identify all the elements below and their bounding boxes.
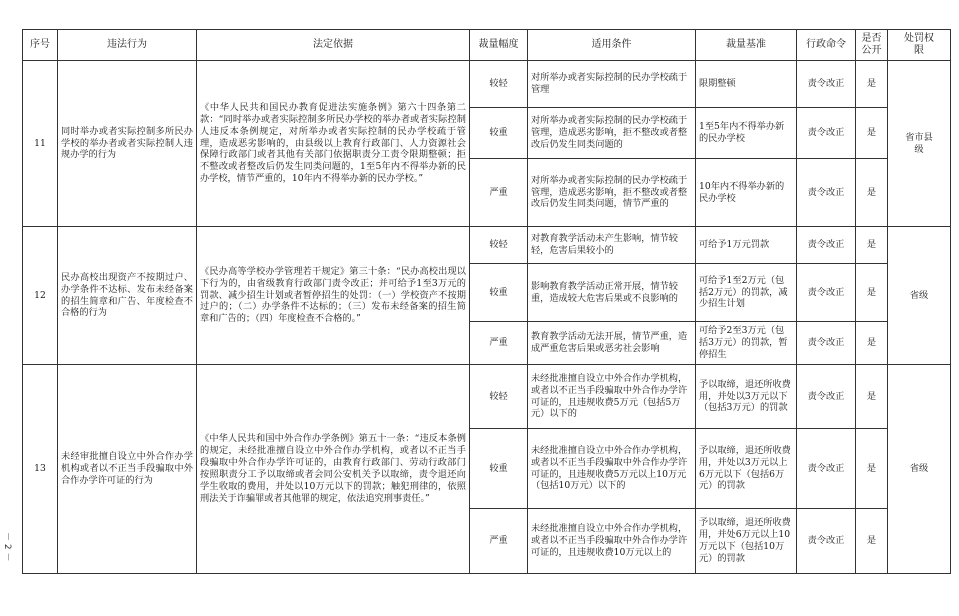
- header-range: 裁量幅度: [470, 30, 528, 61]
- level-standard: 1至5年内不得举办新的民办学校: [696, 108, 797, 159]
- level-range: 严重: [470, 509, 528, 574]
- level-order: 责令改正: [797, 264, 856, 322]
- level-order: 责令改正: [797, 227, 856, 264]
- level-order: 责令改正: [797, 429, 856, 509]
- level-condition: 对所举办或者实际控制的民办学校疏于管理，造成恶劣影响，拒不整改或者整改后仍发生同类问题，情节严重的: [528, 159, 696, 227]
- level-range: 较重: [470, 264, 528, 322]
- level-condition: 影响教育教学活动正常开展，情节较重，造成较大危害后果或不良影响的: [528, 264, 696, 322]
- level-range: 严重: [470, 322, 528, 365]
- level-standard: 10年内不得举办新的民办学校: [696, 159, 797, 227]
- row-act: 民办高校出现资产不按期过户、办学条件不达标、发布未经备案的招生简章和广告、年度检查不合格的行为: [58, 227, 197, 365]
- level-condition: 对教育教学活动未产生影响，情节较轻，危害后果较小的: [528, 227, 696, 264]
- level-order: 责令改正: [797, 159, 856, 227]
- row-basis: 《民办高等学校办学管理若干规定》第三十条：“民办高校出现以下行为的，由省级教育行政部门责令改正；并可给予1至3万元的罚款、减少招生计划或者暂停招生的处罚：（一）学校资产不按期过户的；（二）办学条件不达标的；（三）发布未经备案的招生简章和广告的；（四）年度检查不合格的。”: [197, 227, 470, 365]
- header-act: 违法行为: [58, 30, 197, 61]
- row-authority: 省级: [888, 227, 951, 365]
- level-order: 责令改正: [797, 509, 856, 574]
- level-standard: 予以取缔，退还所收费用，并处以3万元以下（包括3万元）的罚款: [696, 365, 797, 429]
- level-condition: 对所举办或者实际控制的民办学校疏于管理: [528, 61, 696, 108]
- level-standard: 限期整顿: [696, 61, 797, 108]
- level-public: 是: [856, 429, 888, 509]
- level-range: 严重: [470, 159, 528, 227]
- level-standard: 可给予1至2万元（包括2万元）的罚款，减少招生计划: [696, 264, 797, 322]
- header-order: 行政命令: [797, 30, 856, 61]
- row-act: 同时举办或者实际控制多所民办学校的举办者或者实际控制人违规办学的行为: [58, 61, 197, 227]
- level-public: 是: [856, 61, 888, 108]
- header-seq: 序号: [23, 30, 58, 61]
- level-order: 责令改正: [797, 61, 856, 108]
- table-row: [23, 227, 951, 264]
- level-condition: 未经批准擅自设立中外合作办学机构，或者以不正当手段骗取中外合作办学许可证的，且违规收费10万元以上的: [528, 509, 696, 574]
- level-public: 是: [856, 108, 888, 159]
- level-range: 较重: [470, 429, 528, 509]
- row-seq: 13: [23, 365, 58, 574]
- level-range: 较重: [470, 108, 528, 159]
- level-range: 较轻: [470, 61, 528, 108]
- level-order: 责令改正: [797, 108, 856, 159]
- header-basis: 法定依据: [197, 30, 470, 61]
- row-seq: 12: [23, 227, 58, 365]
- table-row: [23, 365, 951, 429]
- level-public: 是: [856, 227, 888, 264]
- header-row: [23, 30, 951, 61]
- level-condition: 未经批准擅自设立中外合作办学机构，或者以不正当手段骗取中外合作办学许可证的，且违规收费5万元以上10万元（包括10万元）以下的: [528, 429, 696, 509]
- level-public: 是: [856, 365, 888, 429]
- row-authority: 省级: [888, 365, 951, 574]
- page-number-text: － 2 －: [2, 532, 12, 562]
- row-seq: 11: [23, 61, 58, 227]
- row-basis: 《中华人民共和国中外合作办学条例》第五十一条：“违反本条例的规定，未经批准擅自设立中外合作办学机构，或者以不正当手段骗取中外合作办学许可证的，由教育行政部门、劳动行政部门按照职责分工予以取缔或者会同公安机关予以取缔，责令退还向学生收取的费用，并处以10万元以下的罚款；触犯刑律的，依照刑法关于诈骗罪或者其他罪的规定，依法追究刑事责任。”: [197, 365, 470, 574]
- row-act: 未经审批擅自设立中外合作办学机构或者以不正当手段骗取中外合作办学许可证的行为: [58, 365, 197, 574]
- level-public: 是: [856, 159, 888, 227]
- page-number: [2, 532, 14, 561]
- header-standard: 裁量基准: [696, 30, 797, 61]
- level-public: 是: [856, 264, 888, 322]
- penalty-discretion-table: [22, 29, 951, 574]
- level-condition: 对所举办或者实际控制的民办学校疏于管理，造成恶劣影响，拒不整改或者整改后仍发生同类问题的: [528, 108, 696, 159]
- level-condition: 教育教学活动无法开展，情节严重，造成严重危害后果或恶劣社会影响: [528, 322, 696, 365]
- row-authority: 省市县级: [888, 61, 951, 227]
- level-order: 责令改正: [797, 365, 856, 429]
- level-standard: 可给予1万元罚款: [696, 227, 797, 264]
- header-authority: 处罚权限: [888, 30, 951, 61]
- level-range: 较轻: [470, 365, 528, 429]
- level-condition: 未经批准擅自设立中外合作办学机构，或者以不正当手段骗取中外合作办学许可证的，且违规收费5万元（包括5万元）以下的: [528, 365, 696, 429]
- level-public: 是: [856, 509, 888, 574]
- header-public: 是否公开: [856, 30, 888, 61]
- level-standard: 予以取缔，退还所收费用，并处6万元以上10万元以下（包括10万元）的罚款: [696, 509, 797, 574]
- level-public: 是: [856, 322, 888, 365]
- level-standard: 予以取缔，退还所收费用，并处以3万元以上6万元以下（包括6万元）的罚款: [696, 429, 797, 509]
- row-basis: 《中华人民共和国民办教育促进法实施条例》第六十四条第二款：“同时举办或者实际控制多所民办学校的举办者或者实际控制人违反本条例规定，对所举办或者实际控制的民办学校疏于管理，造成恶劣影响的，由县级以上教育行政部门、人力资源社会保障行政部门或者其他有关部门依据职责分工责令限期整顿；拒不整改或者整改后仍发生同类问题的，1至5年内不得举办新的民办学校，情节严重的，10年内不得举办新的民办学校。”: [197, 61, 470, 227]
- level-range: 较轻: [470, 227, 528, 264]
- table-row: [23, 61, 951, 108]
- header-condition: 适用条件: [528, 30, 696, 61]
- level-standard: 可给予2至3万元（包括3万元）的罚款，暂停招生: [696, 322, 797, 365]
- level-order: 责令改正: [797, 322, 856, 365]
